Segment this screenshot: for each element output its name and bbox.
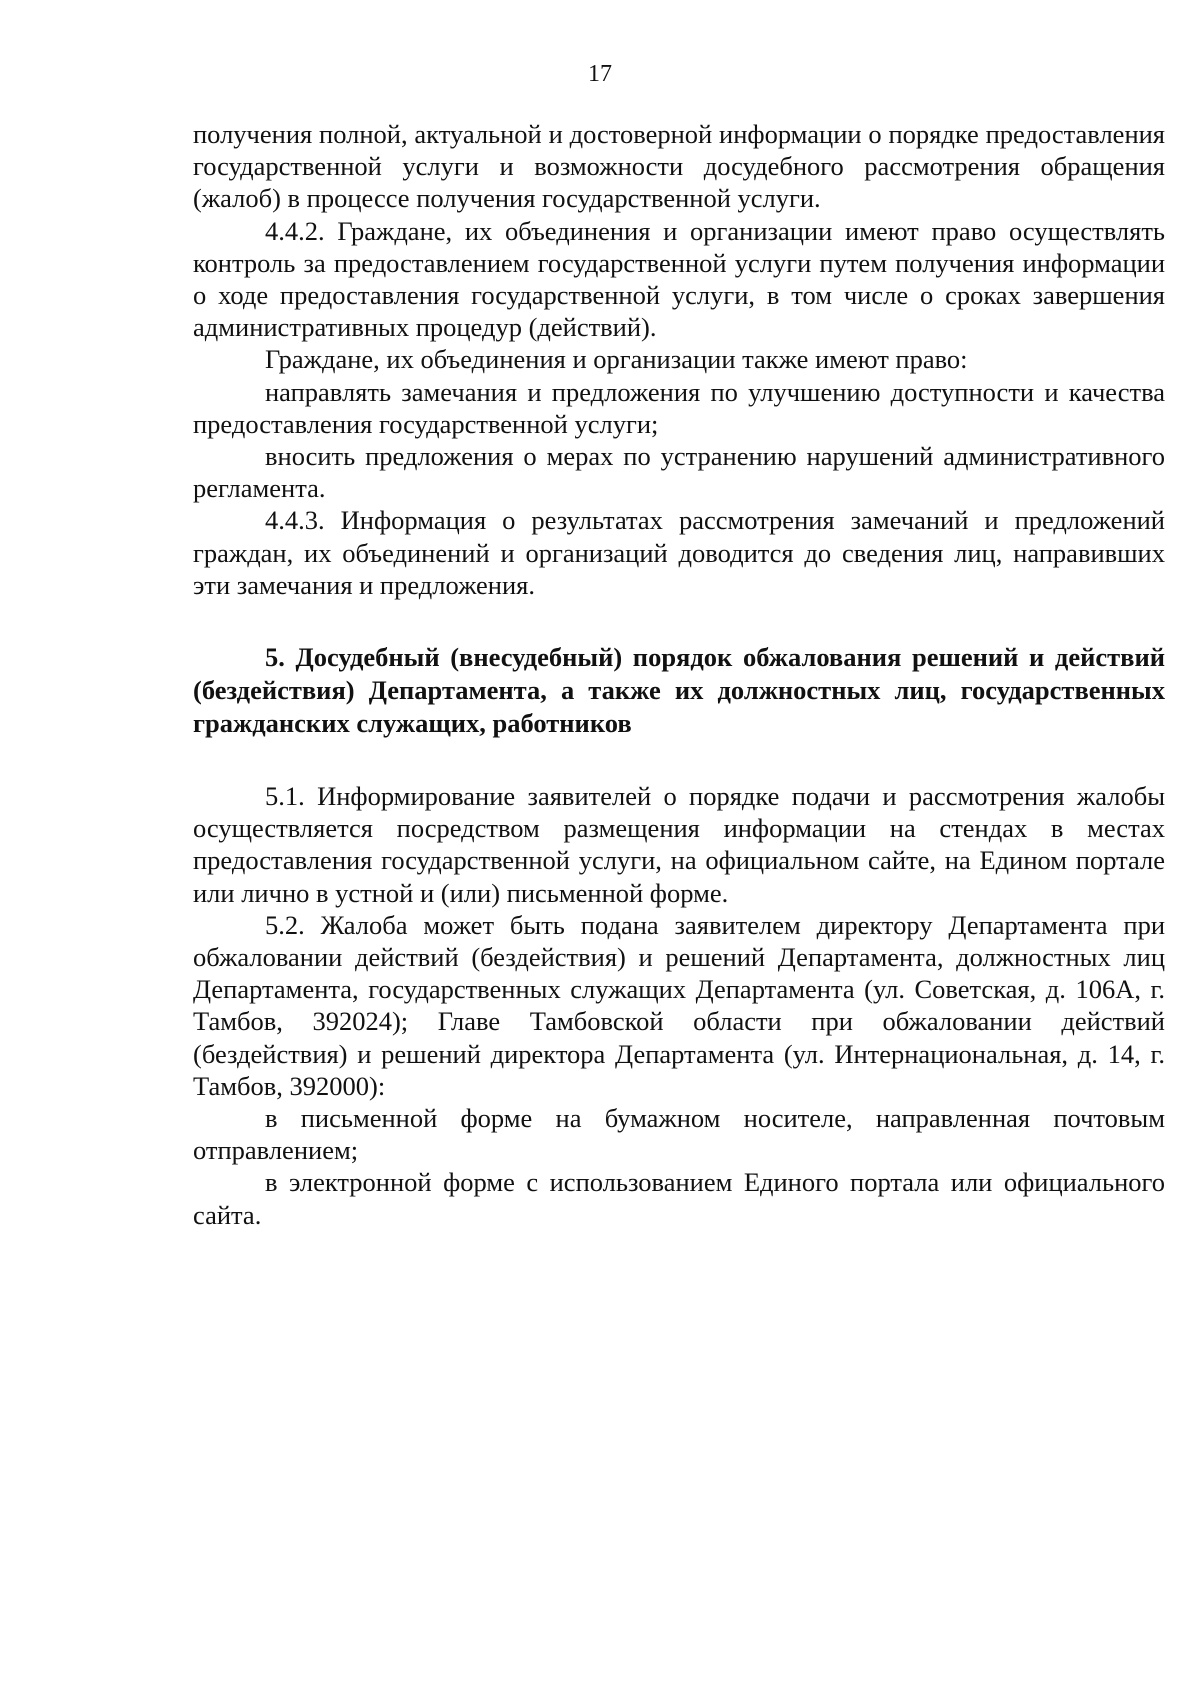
- paragraph-5-2: 5.2. Жалоба может быть подана заявителем директору Департамента при обжаловании действий (бездействия) и решений Департамента, должностных лиц Департамента, государственных служащих Департамента (ул. Советская, д. 106А, г. Тамбов, 392024); Главе Тамбовской области при обжаловании действий (бездействия) и решений директора Департамента (ул. Интернациональная, д. 14, г. Тамбов, 392000):: [193, 909, 1165, 1101]
- page-number: 17: [588, 61, 612, 87]
- paragraph-paper-form: в письменной форме на бумажном носителе, направленная почтовым отправлением;: [193, 1103, 1165, 1166]
- paragraph-electronic-form: в электронной форме с использованием Единого портала или официального сайта.: [193, 1167, 1165, 1230]
- paragraph-right-remarks: направлять замечания и предложения по улучшению доступности и качества предоставления государственной услуги;: [193, 376, 1165, 439]
- paragraph-5-1: 5.1. Информирование заявителей о порядке подачи и рассмотрения жалобы осуществляется посредством размещения информации на стендах в местах предоставления государственной услуги, на официальном сайте, на Едином портале или лично в устной и (или) письменной форме.: [193, 781, 1165, 908]
- paragraph-4-4-2: 4.4.2. Граждане, их объединения и организации имеют право осуществлять контроль за предоставлением государственной услуги путем получения информации о ходе предоставления государственной услуги, в том числе о сроках завершения административных процедур (действий).: [193, 215, 1165, 343]
- paragraph-rights-intro: Граждане, их объединения и организации также имеют право:: [265, 344, 968, 375]
- paragraph-continuation: получения полной, актуальной и достоверной информации о порядке предоставления государственной услуги и возможности досудебного рассмотрения обращения (жалоб) в процессе получения государственной услуги.: [193, 119, 1165, 214]
- document-body: [193, 118, 1165, 1231]
- paragraph-right-proposals: вносить предложения о мерах по устранению нарушений административного регламента.: [193, 441, 1165, 504]
- paragraph-4-4-3: 4.4.3. Информация о результатах рассмотрения замечаний и предложений граждан, их объединений и организаций доводится до сведения лиц, направивших эти замечания и предложения.: [193, 505, 1165, 600]
- section-5-heading: 5. Досудебный (внесудебный) порядок обжалования решений и действий (бездействия) Департамента, а также их должностных лиц, государственных гражданских служащих, работников: [193, 642, 1165, 739]
